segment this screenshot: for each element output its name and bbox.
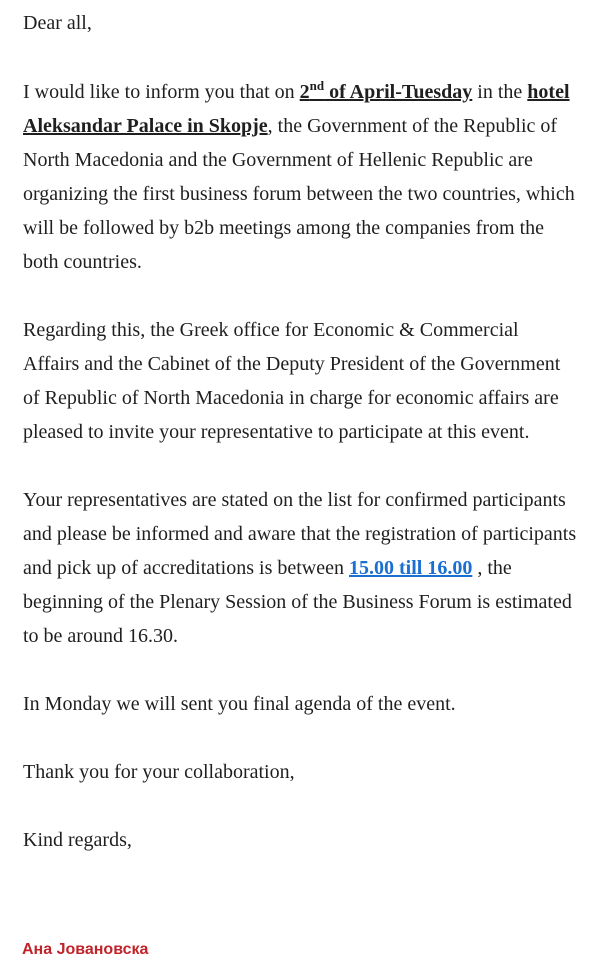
p3-text-2: , the beginning of the Plenary Session of the Business Forum is estimated to be around 16.30. — [23, 557, 572, 647]
paragraph-registration — [23, 483, 578, 653]
event-date-number: 2 — [299, 81, 310, 103]
p1-text-2: in the — [472, 81, 528, 103]
signature-name: Ана Јовановска — [22, 941, 149, 958]
closing: Kind regards, — [23, 829, 132, 851]
paragraph-invitation: Regarding this, the Greek office for Economic & Commercial Affairs and the Cabinet of the Deputy President of the Government of Republic of North Macedonia in charge for economic affairs are pleased to invite your representative to participate at this event. — [23, 319, 561, 443]
p1-text-3: , the Government of the Republic of North Macedonia and the Government of Hellenic Republic are organizing the first business forum between the two countries, which will be followed by b2b meetings among the companies from the both countries. — [23, 115, 575, 273]
p3-text-1: Your representatives are stated on the list for confirmed participants and please be informed and aware that the registration of participants and pick up of accreditations is between — [23, 489, 577, 579]
paragraph-agenda: In Monday we will sent you final agenda of the event. — [23, 693, 456, 715]
email-body — [23, 6, 578, 857]
greeting: Dear all, — [23, 12, 92, 34]
p1-text-1: I would like to inform you that on — [23, 81, 300, 103]
event-date-suffix: nd — [309, 78, 325, 93]
paragraph-forum-announcement — [23, 75, 578, 279]
registration-time-link[interactable]: 15.00 till 16.00 — [349, 557, 473, 579]
paragraph-thanks: Thank you for your collaboration, — [23, 761, 295, 783]
event-venue: hotel Aleksandar Palace in Skopje — [23, 81, 570, 137]
event-date — [299, 78, 473, 103]
event-date-rest: of April-Tuesday — [324, 81, 473, 103]
